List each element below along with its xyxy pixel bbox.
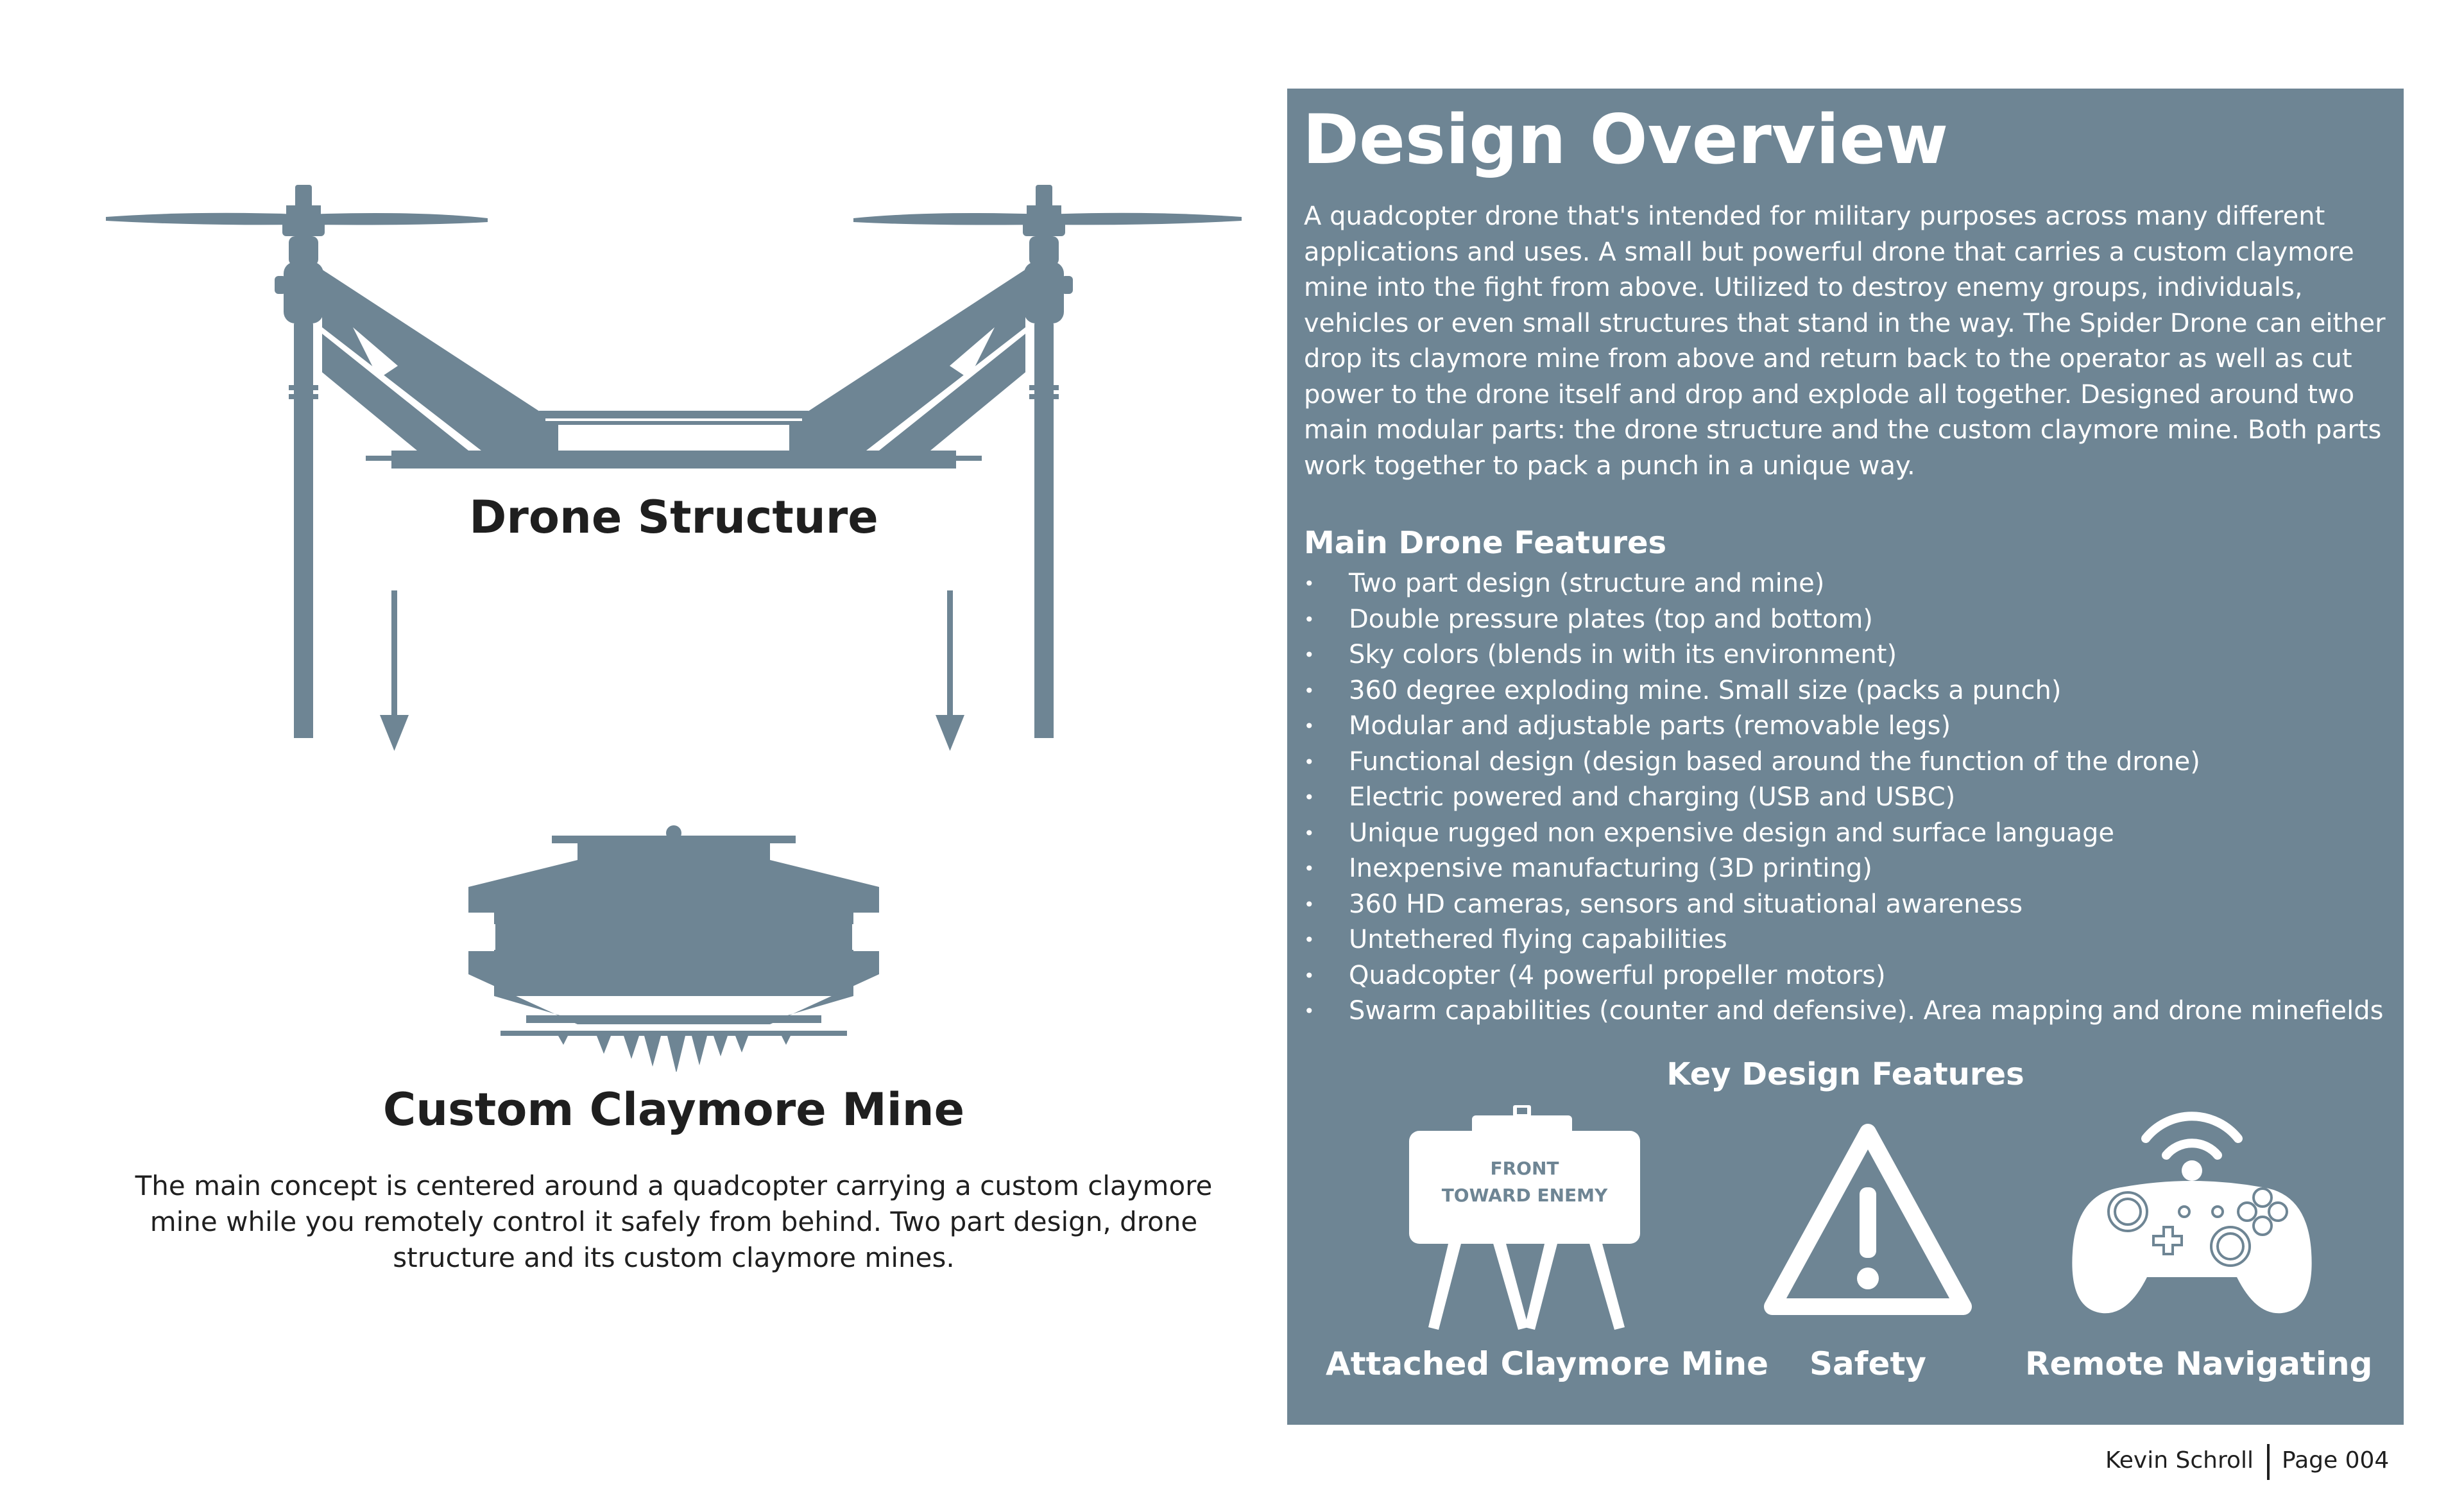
key-features-heading: Key Design Features — [1666, 1056, 2024, 1092]
footer-divider — [2267, 1444, 2270, 1480]
list-item: • Electric powered and charging (USB and USBC) — [1304, 780, 2395, 816]
claymore-mine-illustration — [385, 815, 963, 1072]
drone-structure-caption: Drone Structure — [469, 491, 878, 544]
main-features-heading: Main Drone Features — [1304, 525, 1667, 561]
page-title: Design Overview — [1303, 100, 1949, 179]
warning-icon — [1763, 1123, 1972, 1316]
list-item: • Two part design (structure and mine) — [1304, 566, 2395, 602]
main-features-list — [1304, 566, 2395, 1029]
list-item: • Functional design (design based around the function of the drone) — [1304, 744, 2395, 780]
down-arrows — [359, 578, 1001, 770]
list-item: • Quadcopter (4 powerful propeller motors) — [1304, 958, 2395, 994]
design-overview-panel — [1287, 89, 2404, 1425]
list-item: • Modular and adjustable parts (removable legs) — [1304, 709, 2395, 744]
footer-author: Kevin Schroll — [2105, 1447, 2254, 1474]
list-item: • Swarm capabilities (counter and defensive). Area mapping and drone minefields — [1304, 993, 2395, 1029]
list-item: • Double pressure plates (top and bottom) — [1304, 602, 2395, 638]
page-number: Page 004 — [2282, 1447, 2390, 1474]
list-item: • Unique rugged non expensive design and surface language — [1304, 816, 2395, 852]
remote-feature-label: Remote Navigating — [2025, 1345, 2373, 1382]
list-item: • 360 HD cameras, sensors and situational awareness — [1304, 887, 2395, 923]
overview-description: A quadcopter drone that's intended for military purposes across many different applications and uses. A small but powerful drone that carries a custom claymore mine into the fight from above. Utilized to destroy enemy groups, individuals, vehicles or even small structures that stand in the way. The Spider Drone can either drop its claymore mine from above and return back to the operator as well as cut power to the drone itself and drop and explode all together. Designed around two main modular parts: the drone structure and the custom claymore mine. Both parts work together to pack a punch in a unique way. — [1304, 202, 2386, 481]
claymore-feature-label: Attached Claymore Mine — [1326, 1345, 1769, 1382]
claymore-mine-caption: Custom Claymore Mine — [382, 1083, 965, 1136]
claymore-sign-line2: TOWARD ENEMY — [1441, 1185, 1608, 1206]
safety-feature-label: Safety — [1810, 1345, 1926, 1382]
list-item: • Sky colors (blends in with its environment) — [1304, 637, 2395, 673]
game-controller-icon — [2070, 1104, 2314, 1322]
claymore-sign-line1: FRONT — [1490, 1158, 1559, 1179]
list-item: • Untethered flying capabilities — [1304, 922, 2395, 958]
list-item: • Inexpensive manufacturing (3D printing) — [1304, 851, 2395, 887]
concept-description: The main concept is centered around a quadcopter carrying a custom claymore mine while you remotely control it safely from behind. Two part design, drone structure and its custom claymore mines. — [135, 1170, 1213, 1273]
claymore-mine-icon — [1403, 1103, 1659, 1340]
list-item: • 360 degree exploding mine. Small size (packs a punch) — [1304, 673, 2395, 709]
